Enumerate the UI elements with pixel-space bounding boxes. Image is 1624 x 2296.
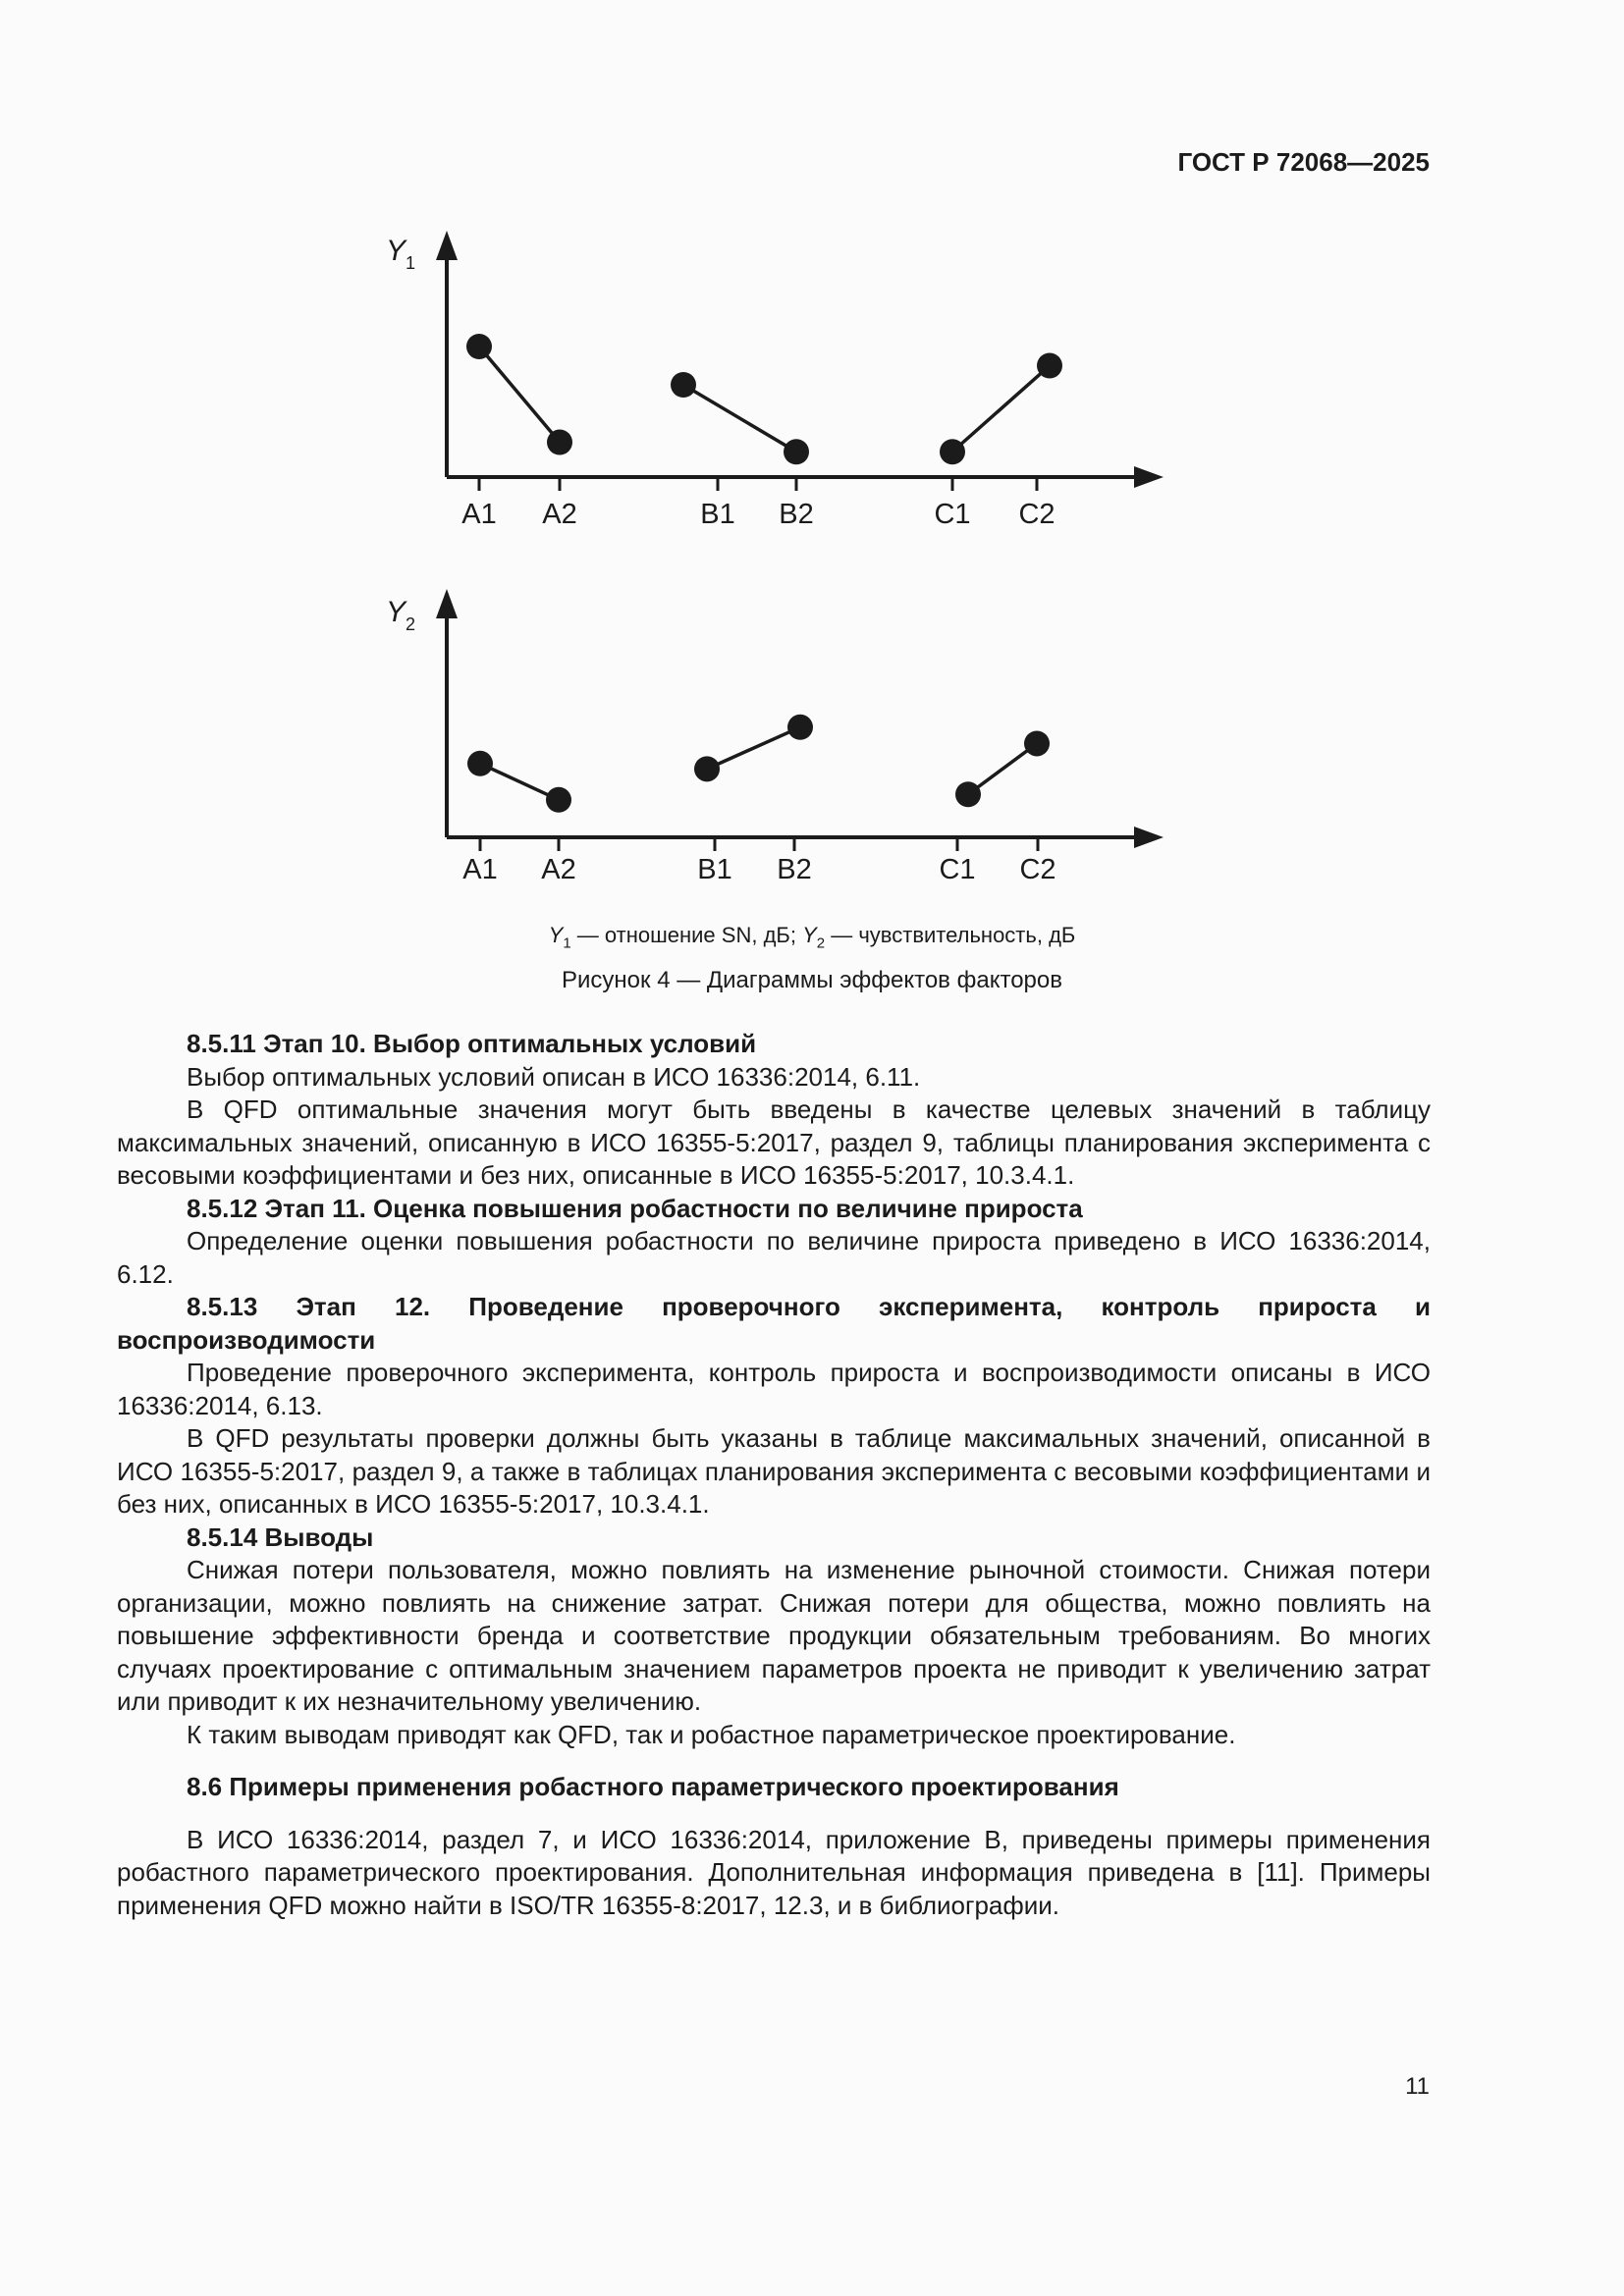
legend-y1-subscript: 1 [563, 934, 571, 952]
x-tick-label: A1 [462, 854, 498, 885]
data-point [787, 715, 813, 740]
effect-line [707, 727, 800, 770]
x-axis-arrow-icon [1134, 827, 1164, 848]
paragraph: Снижая потери пользователя, можно повлиять на изменение рыночной стоимости. Снижая потери организации, можно повлиять на снижение затрат. Снижая потери для общества, можно повлиять на повышение эффективности бренда и соответствие продукции обязательным требованиям. Во многих случаях проектирование с оптимальным значением параметров проекта не приводит к увеличению затрат или приводит к их незначительному увеличению. [117, 1555, 1431, 1716]
x-tick-label: C2 [1019, 854, 1056, 885]
data-point [1037, 353, 1062, 379]
x-tick-label: A2 [541, 854, 576, 885]
figure-caption: Рисунок 4 — Диаграммы эффектов факторов [562, 967, 1062, 993]
document-header: ГОСТ Р 72068—2025 [1177, 147, 1430, 177]
x-tick-label: C2 [1018, 499, 1056, 530]
y-axis-label: $Y_2$ [386, 596, 416, 634]
data-point [694, 756, 720, 781]
legend-y2-symbol: Y [802, 923, 817, 947]
figure-legend [0, 923, 1624, 951]
y-axis-arrow-icon [436, 589, 458, 618]
paragraph: Проведение проверочного эксперимента, контроль прироста и воспроизводимости описаны в ИСО 16336:2014, 6.13. [117, 1358, 1431, 1420]
paragraph: В QFD оптимальные значения могут быть введены в качестве целевых значений в таблицу максимальных значений, описанную в ИСО 16355-5:2017, раздел 9, таблицы планирования эксперимента с весовыми коэффициентами и без них, описанные в ИСО 16355-5:2017, 10.3.4.1. [117, 1095, 1431, 1190]
data-point [546, 787, 571, 813]
section-heading: 8.5.11 Этап 10. Выбор оптимальных условий [187, 1029, 757, 1058]
section-heading: 8.6 Примеры применения робастного параметрического проектирования [187, 1772, 1119, 1801]
paragraph: К таким выводам приводят как QFD, так и робастное параметрическое проектирование. [187, 1719, 1236, 1749]
page-number: 11 [1405, 2073, 1430, 2100]
x-tick-label: B2 [777, 854, 812, 885]
data-point [466, 334, 492, 359]
paragraph: В QFD результаты проверки должны быть указаны в таблице максимальных значений, описанной в ИСО 16355-5:2017, раздел 9, а также в таблицах планирования эксперимента с весовыми коэффициентами и без них, описанных в ИСО 16355-5:2017, 10.3.4.1. [117, 1423, 1431, 1519]
section-heading: 8.5.13 Этап 12. Проведение проверочного эксперимента, контроль прироста и воспроизводимости [117, 1292, 1431, 1355]
effect-line [480, 764, 559, 800]
data-point [1024, 730, 1050, 756]
x-tick-label: B1 [700, 499, 735, 530]
x-tick-label: A1 [461, 499, 497, 530]
paragraph: В ИСО 16336:2014, раздел 7, и ИСО 16336:2014, приложение В, приведены примеры применения робастного параметрического проектирования. Дополнительная информация приведена в [11]. Примеры применения QFD можно найти в ISO/TR 16355-8:2017, 12.3, и в библиографии. [117, 1824, 1431, 1920]
effect-line [952, 366, 1050, 453]
x-axis-arrow-icon [1134, 466, 1164, 488]
paragraph: Выбор оптимальных условий описан в ИСО 16336:2014, 6.11. [187, 1061, 921, 1092]
y-axis-arrow-icon [436, 231, 458, 260]
data-point [955, 781, 981, 807]
factor-effects-figure [0, 0, 1624, 923]
effect-line [683, 385, 796, 452]
x-tick-label: A2 [542, 499, 577, 530]
legend-y1-symbol: Y [548, 923, 564, 947]
section-heading: 8.5.12 Этап 11. Оценка повышения робастности по величине прироста [187, 1193, 1083, 1223]
data-point [784, 439, 809, 464]
x-tick-label: B1 [697, 854, 732, 885]
data-point [467, 751, 493, 776]
body-text [117, 1028, 1431, 1922]
effect-line [479, 347, 560, 443]
x-tick-label: C1 [939, 854, 976, 885]
y-axis-label: $Y_1$ [386, 235, 416, 273]
data-point [547, 430, 572, 455]
legend-y1-text: — отношение SN, дБ; [570, 923, 803, 947]
x-tick-label: B2 [779, 499, 814, 530]
paragraph: Определение оценки повышения робастности по величине прироста приведено в ИСО 16336:2014, 6.12. [117, 1226, 1431, 1289]
data-point [671, 372, 696, 398]
section-heading: 8.5.14 Выводы [187, 1522, 374, 1552]
legend-y2-subscript: 2 [816, 934, 826, 952]
legend-y2-text: — чувствительность, дБ [825, 923, 1076, 947]
data-point [940, 439, 965, 464]
effect-line [968, 743, 1037, 794]
x-tick-label: C1 [934, 499, 971, 530]
